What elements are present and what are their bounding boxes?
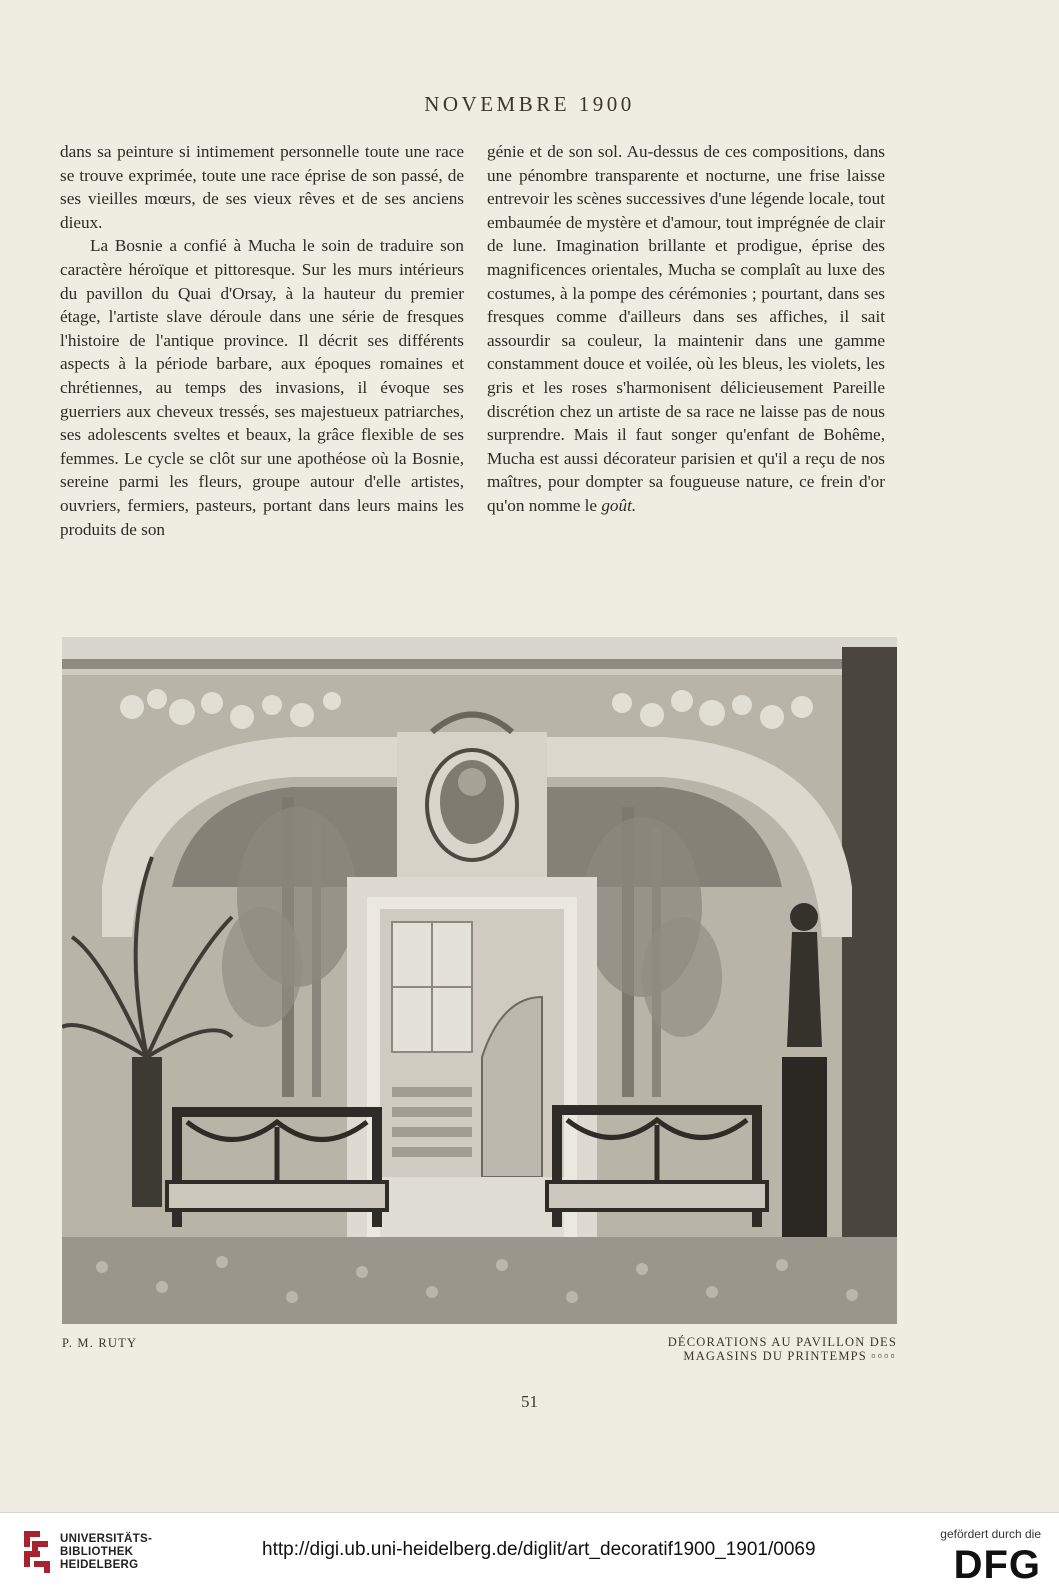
ub-heidelberg-logo-icon bbox=[20, 1527, 54, 1577]
caption-title-line-2 bbox=[668, 1350, 897, 1364]
caption-title bbox=[668, 1336, 897, 1363]
article-left-column bbox=[60, 140, 464, 541]
paragraph-3-text: génie et de son sol. Au-dessus de ces compositions, dans une pénombre transparente et nocturne, une frise laisse entrevoir les scènes successives d'une légende locale, tout embaumée de mystère et d'amour, tout imprégnée de clair de lune. Imagination brillante et prodigue, éprise des magnificences orientales, Mucha se complaît au luxe des costumes, à la pompe des cérémonies ; pourtant, dans ses fresques comme d'ailleurs dans ses affiches, il sait assourdir sa couleur, la maintenir dans une gamme constamment douce et voilée, où les bleus, les violets, les gris et les roses s'harmonisent délicieusement Pareille discrétion chez un artiste de sa race ne laisse pas de nous surprendre. Mais il faut songer qu'enfant de Bohême, Mucha est aussi décorateur parisien et qu'il a reçu de nos maîtres, pour dompter sa fougueuse nature, ce frein d'or qu'on nomme le bbox=[487, 142, 885, 515]
library-name-line-3: HEIDELBERG bbox=[60, 1559, 139, 1571]
page-number: 51 bbox=[521, 1392, 538, 1411]
library-name-line-2: BIBLIOTHEK bbox=[60, 1546, 134, 1558]
italic-word-gout: goût. bbox=[601, 495, 637, 515]
photograph-illustration bbox=[62, 637, 897, 1324]
article-right-column bbox=[487, 140, 885, 518]
library-name-line-1: UNIVERSITÄTS- bbox=[60, 1533, 153, 1545]
library-name bbox=[60, 1533, 152, 1572]
page-header: NOVEMBRE 1900 bbox=[424, 92, 635, 116]
funding-label: gefördert durch die bbox=[940, 1527, 1041, 1541]
permalink-url[interactable]: http://digi.ub.uni-heidelberg.de/diglit/art_decoratif1900_1901/0069 bbox=[262, 1539, 816, 1560]
digitization-footer bbox=[0, 1512, 1059, 1593]
paragraph-2: La Bosnie a confié à Mucha le soin de traduire son caractère héroïque et pittoresque. Sur les murs intérieurs du pavillon du Quai d'Orsay, à la hauteur du premier étage, l'artiste slave déroule dans une série de fresques l'histoire de l'antique province. Il décrit ses différents aspects à la période barbare, aux époques romaines et chrétiennes, au temps des invasions, il évoque ses guerriers aux cheveux tressés, ses majestueux patriarches, ses adolescents sveltes et beaux, la grâce flexible de ses femmes. Le cycle se clôt sur une apothéose où la Bosnie, sereine parmi les fleurs, groupe autour d'elle artistes, ouvriers, fermiers, pasteurs, portant dans leurs mains les produits de son bbox=[60, 236, 464, 539]
paragraph-3 bbox=[487, 140, 885, 518]
paragraph-1: dans sa peinture si intimement personnelle toute une race se trouve exprimée, toute une race éprise de son passé, de ses vieilles mœurs, de ses vieux rêves et de ses anciens dieux. bbox=[60, 142, 464, 232]
caption-artist: P. M. RUTY bbox=[62, 1336, 138, 1350]
caption-title-line-1: DÉCORATIONS AU PAVILLON DES bbox=[667, 1335, 897, 1349]
caption-ornament: ▫▫▫▫ bbox=[871, 1348, 897, 1363]
decoration-photograph bbox=[62, 637, 897, 1324]
caption-title-line-2-text: MAGASINS DU PRINTEMPS bbox=[683, 1348, 867, 1363]
dfg-logo: DFG bbox=[953, 1543, 1041, 1587]
